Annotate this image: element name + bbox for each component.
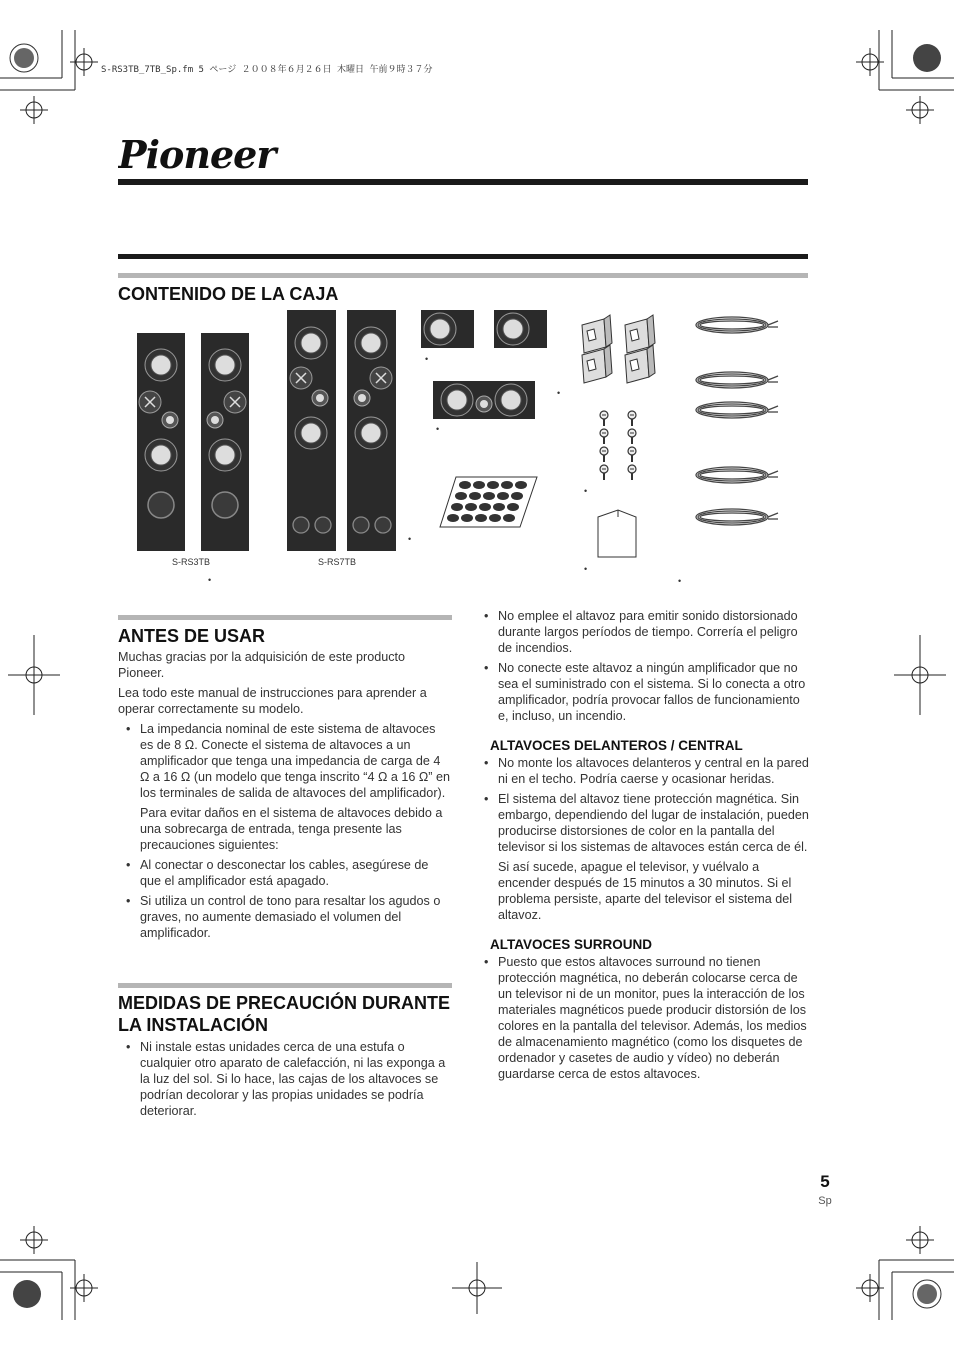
antes-paragraph: Muchas gracias por la adquisición de este producto Pioneer. [118, 650, 406, 680]
list-item: • No emplee el altavoz para emitir sonido distorsionado durante largos períodos de tiempo. Correría el peligro de incendios. [484, 608, 809, 656]
front-speakers-title: ALTAVOCES DELANTEROS / CENTRAL [490, 738, 743, 753]
caption-s-rs3tb: S-RS3TB [172, 557, 211, 567]
antes-paragraph: Lea todo este manual de instrucciones para aprender a operar correctamente su modelo. [118, 686, 427, 716]
antes-title-rule [118, 615, 452, 620]
medidas-title-rule [118, 983, 452, 988]
logo-wordmark: Pioneer [118, 134, 276, 176]
surround-speakers-title: ALTAVOCES SURROUND [490, 937, 652, 952]
list-item: • Si utiliza un control de tono para resaltar los agudos o graves, no aumente demasiado el volumen del amplificador. [118, 893, 452, 941]
front-speakers-paragraph: Si así sucede, apague el televisor, y vuélvalo a encender después de 15 minutos a 30 minutos. Si el problema persiste, aparte del televisor el sistema del altavoz. [498, 860, 792, 922]
right-column [484, 608, 809, 1086]
contents-title: CONTENIDO DE LA CAJA [118, 284, 339, 304]
list-item: • Ni instale estas unidades cerca de una estufa o cualquier otro aparato de calefacción, ni las exponga a la luz del sol. Si lo hace, las cajas de los altavoces se podrían decolorar y las propias unidades se podría deteriorar. [118, 1039, 452, 1119]
antes-paragraph: Para evitar daños en el sistema de altavoces debido a una sobrecarga de entrada, tenga presente las precauciones siguientes: [140, 806, 443, 852]
bullet-marker: • [678, 576, 682, 586]
box-contents-illustration [120, 305, 800, 595]
list-item: • El sistema del altavoz tiene protección magnética. Sin embargo, dependiendo del lugar de instalación, pueden producirse distorsiones de color en la pantalla del televisor si los sistemas de altavoces están cerca de él. [484, 791, 809, 855]
bullet-marker: • [584, 564, 588, 574]
top-rule [118, 179, 808, 185]
bullet-marker: • [557, 388, 561, 398]
caption-s-rs7tb: S-RS7TB [318, 557, 357, 567]
list-item: • Al conectar o desconectar los cables, asegúrese de que el amplificador está apagado. [118, 857, 452, 889]
list-item: • Puesto que estos altavoces surround no tienen protección magnética, no deberán colocarse cerca de un televisor ni de un monitor, pues la interacción de los materiales magnéticos puede producir distorsión de los colores en la pantalla del televisor. Además, los medios de almacenamiento magnético (como los disquetes de ordenador y casetes de audio y vídeo) no deberán guardarse cerca de estos altavoces. [484, 954, 809, 1082]
bullet-marker: • [208, 575, 212, 585]
bullet-marker: • [425, 354, 429, 364]
bullet-marker: • [408, 534, 412, 544]
file-info-header: S-RS3TB_7TB_Sp.fm 5 ページ ２００８年６月２６日 木曜日 午前９時３７分 [101, 65, 433, 75]
list-item: • No monte los altavoces delanteros y central en la pared ni en el techo. Podría caerse y ocasionar heridas. [484, 755, 809, 787]
list-item: • La impedancia nominal de este sistema de altavoces es de 8 Ω. Conecte el sistema de altavoces a un amplificador que tenga una impedancia de carga de 4 Ω a 16 Ω (un modelo que tenga inscrito “4 Ω a 16 Ω” en los terminales de salida de altavoces del amplificador). [118, 721, 452, 801]
bullet-marker: • [436, 424, 440, 434]
section-rule [118, 254, 808, 259]
front-speakers-list [484, 755, 809, 855]
antes-body [118, 649, 452, 945]
contents-title-rule [118, 273, 808, 278]
antes-list [118, 721, 452, 801]
medidas-list [118, 1039, 452, 1119]
pioneer-logo [118, 134, 350, 176]
page-number: 5 [820, 1172, 830, 1191]
antes-list [118, 857, 452, 941]
medidas-title: MEDIDAS DE PRECAUCIÓN DURANTE LA INSTALACIÓN [118, 993, 451, 1035]
list-item: • No conecte este altavoz a ningún amplificador que no sea el suministrado con el sistema. Si lo conecta a otro amplificador, podría provocar fallos de funcionamiento e, incluso, un incendio. [484, 660, 809, 724]
precautions-list [484, 608, 809, 724]
antes-title: ANTES DE USAR [118, 626, 266, 646]
medidas-body [118, 1039, 452, 1123]
surround-speakers-list [484, 954, 809, 1082]
bullet-marker: • [584, 486, 588, 496]
page-language: Sp [818, 1195, 832, 1207]
